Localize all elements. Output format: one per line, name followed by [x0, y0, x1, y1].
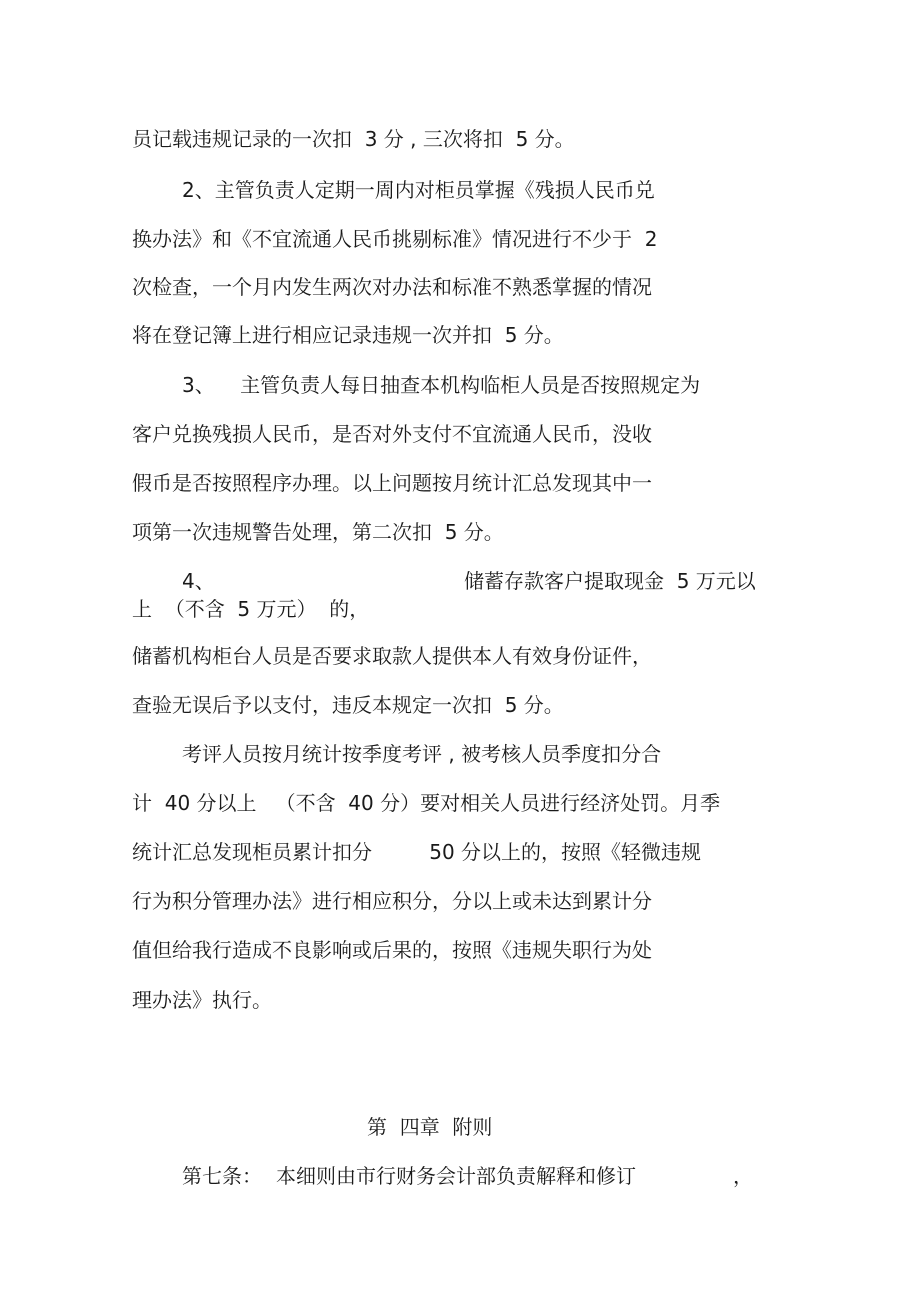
item-4-line-1-tail: 储蓄存款客户提取现金 5 万元以: [464, 569, 756, 593]
article-7-label: 第七条：: [182, 1164, 262, 1188]
evaluation-line-4: 行为积分管理办法》进行相应积分，分以上或未达到累计分: [132, 889, 652, 913]
item-2-line-2: 换办法》和《不宜流通人民币挑剔标准》情况进行不少于 2: [132, 227, 658, 251]
item-2-line-1: 2、主管负责人定期一周内对柜员掌握《残损人民币兑: [182, 178, 655, 202]
chapter-heading: 第 四章 附则: [367, 1115, 493, 1139]
item-4-line-4: 查验无误后予以支付，违反本规定一次扣 5 分。: [132, 693, 564, 717]
item-2-line-4: 将在登记簿上进行相应记录违规一次并扣 5 分。: [132, 323, 564, 347]
item-4-number: 4、: [182, 569, 215, 593]
evaluation-line-5: 值但给我行造成不良影响或后果的，按照《违规失职行为处: [132, 938, 652, 962]
evaluation-line-3: 统计汇总发现柜员累计扣分 50 分以上的，按照《轻微违规: [132, 840, 702, 864]
item-3-line-4: 项第一次违规警告处理，第二次扣 5 分。: [132, 520, 504, 544]
item-3-line-1: 3、 主管负责人每日抽查本机构临柜人员是否按照规定为: [182, 373, 701, 397]
paragraph-1-line: 员记载违规记录的一次扣 3 分 , 三次将扣 5 分。: [132, 127, 575, 151]
evaluation-line-6: 理办法》执行。: [132, 988, 272, 1012]
item-3-line-3: 假币是否按照程序办理。以上问题按月统计汇总发现其中一: [132, 471, 652, 495]
article-7-text: 本细则由市行财务会计部负责解释和修订: [276, 1164, 636, 1188]
item-4-line-3: 储蓄机构柜台人员是否要求取款人提供本人有效身份证件，: [132, 644, 652, 668]
item-4-line-2: 上 （不含 5 万元） 的，: [132, 597, 370, 621]
article-7-trailing-comma: ，: [733, 1164, 753, 1188]
item-3-line-2: 客户兑换残损人民币，是否对外支付不宜流通人民币，没收: [132, 422, 652, 446]
item-2-line-3: 次检查，一个月内发生两次对办法和标准不熟悉掌握的情况: [132, 275, 652, 299]
evaluation-line-1: 考评人员按月统计按季度考评 , 被考核人员季度扣分合: [182, 742, 662, 766]
evaluation-line-2: 计 40 分以上 （不含 40 分）要对相关人员进行经济处罚。月季: [132, 791, 721, 815]
